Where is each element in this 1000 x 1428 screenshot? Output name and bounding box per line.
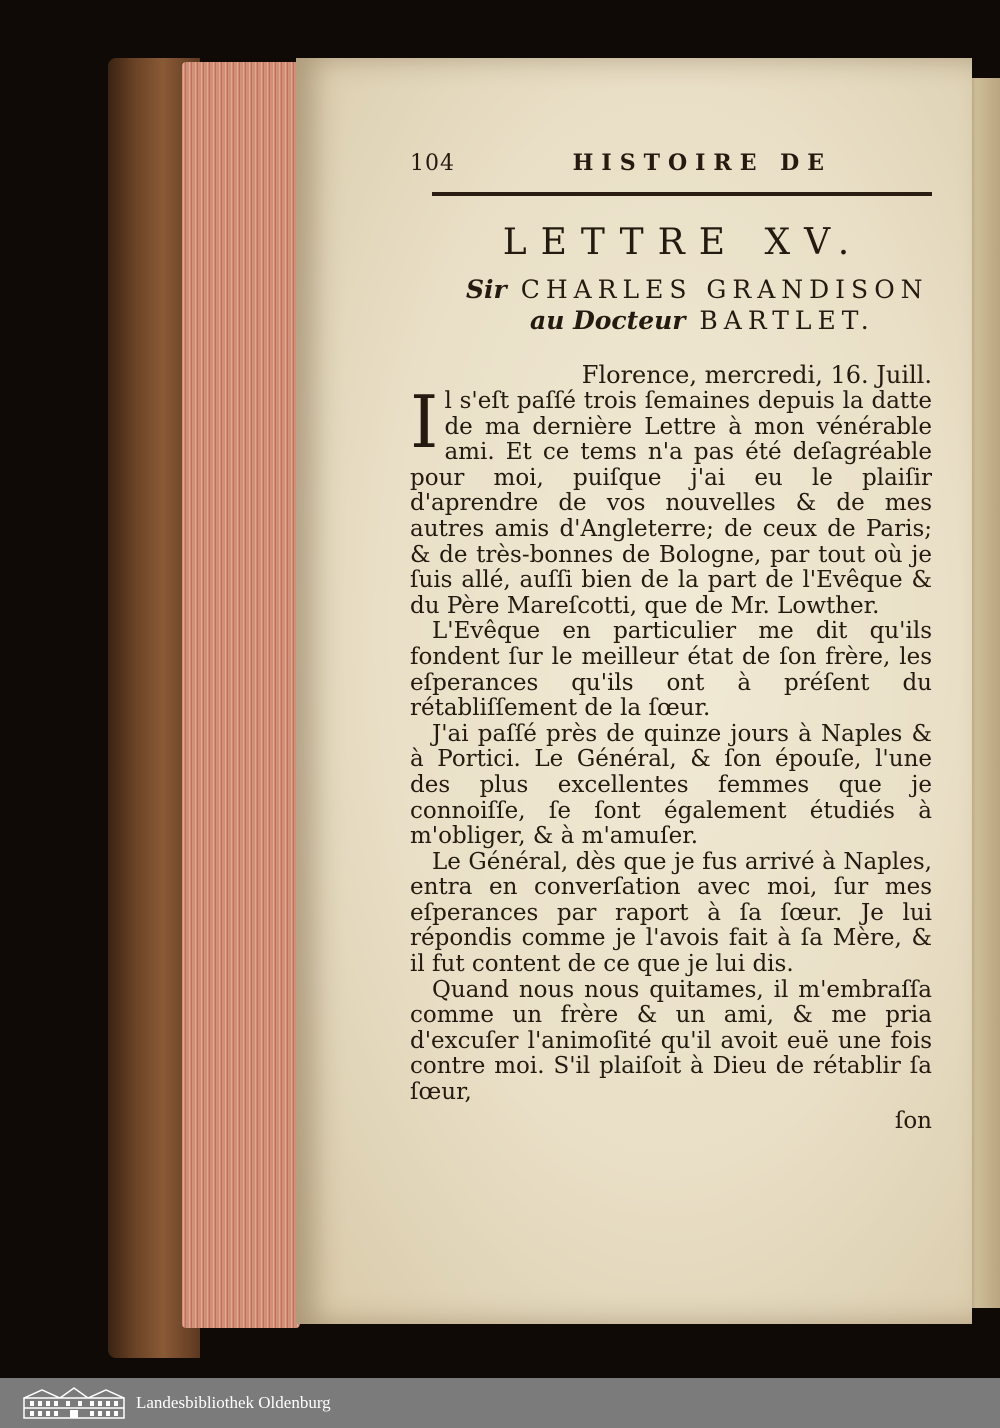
- head-rule: [432, 192, 932, 196]
- sender-prefix: Sir: [466, 275, 507, 304]
- running-head: [410, 150, 932, 176]
- letter-sender: [466, 275, 932, 304]
- library-building-logo-icon: [22, 1386, 126, 1420]
- footer-bar: [0, 1378, 1000, 1428]
- paragraph: J'ai paſſé près de quinze jours à Naples & à Portici. Le Général, & ſon épouſe, l'une des plus excellentes femmes que je connoiſſe, ſe ſont également étudiés à m'obliger, & à m'amuſer.: [410, 720, 932, 850]
- drop-cap: I: [410, 380, 439, 464]
- letter-body: [410, 380, 932, 1106]
- running-title: HISTOIRE DE: [572, 150, 832, 176]
- page-edges: [182, 62, 300, 1328]
- paragraph: Le Général, dès que je fus arrivé à Naples, entra en converſation avec moi, ſur mes eſperances par raport à ſa ſœur. Je lui répondis comme je l'avois fait à ſa Mère, & il fut content de ce que je lui dis.: [410, 848, 932, 978]
- page-number: 104: [410, 151, 455, 176]
- paragraph: Quand nous nous quitames, il m'embraſſa comme un frère & un ami, & me pria d'excuſer l'animoſité qu'il avoit euë une fois contre moi. S'il plaiſoit à Dieu de rétablir ſa ſœur,: [410, 976, 932, 1106]
- recipient-name: BARTLET.: [699, 306, 875, 335]
- catchword: ſon: [894, 1107, 932, 1134]
- letter-recipient: [530, 306, 932, 335]
- paragraph: L'Evêque en particulier me dit qu'ils fondent ſur le meilleur état de ſon frère, les eſperances qu'ils ont à préſent du rétabliſſement de la ſœur.: [410, 618, 932, 722]
- recipient-prefix: au Docteur: [530, 306, 686, 335]
- page-text: [410, 150, 932, 1134]
- library-name: Landesbibliothek Oldenburg: [136, 1393, 331, 1412]
- paragraph: Il s'eſt paſſé trois ſemaines depuis la datte de ma dernière Lettre à mon vénérable ami. Et ce tems n'a pas été deſagréable pour moi, puiſque j'ai eu le plaiſir d'aprendre de vos nouvelles & de mes autres amis d'Angleterre; de ceux de Paris; & de très-bonnes de Bologne, par tout où je ſuis allé, auſſi bien de la part de l'Evêque & du Père Mareſcotti, que de Mr. Lowther.: [410, 380, 932, 619]
- dateline: Florence, mercredi, 16. Juill.: [581, 361, 932, 389]
- letter-heading: LETTRE XV.: [502, 222, 864, 263]
- sender-name: CHARLES GRANDISON: [520, 275, 929, 304]
